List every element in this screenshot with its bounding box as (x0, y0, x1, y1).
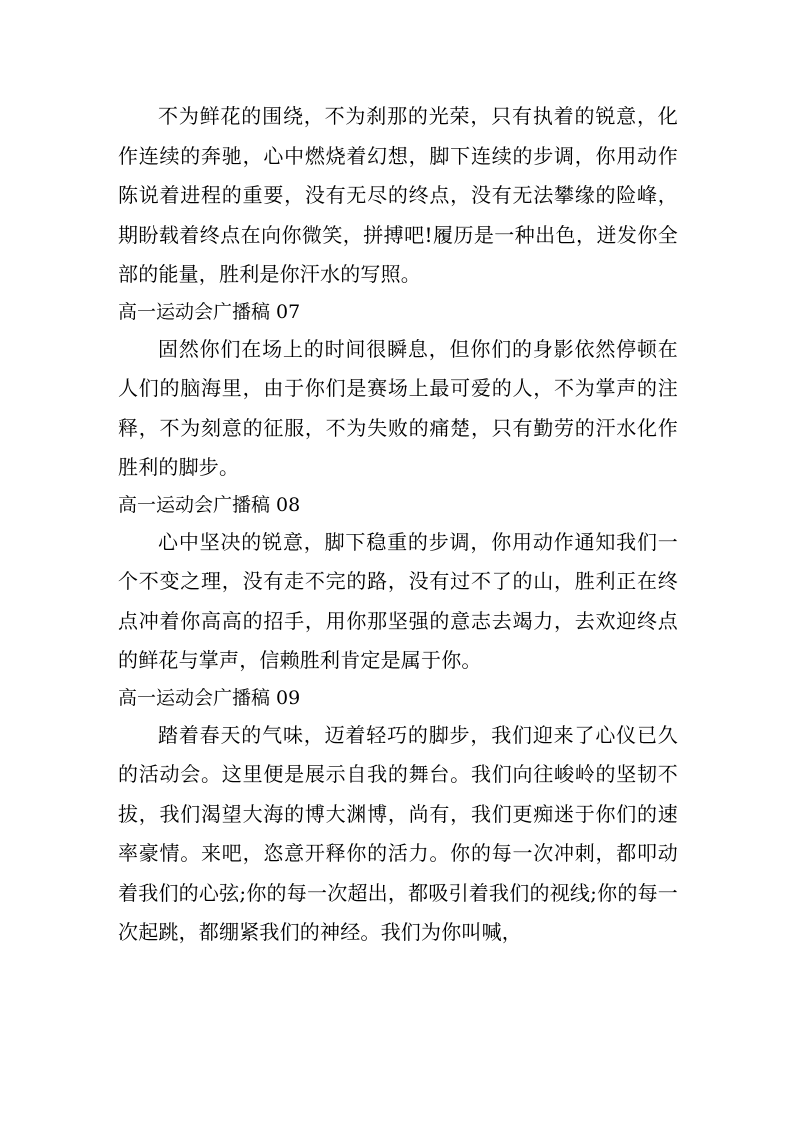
section-heading-09: 高一运动会广播稿 09 (118, 686, 301, 709)
paragraph-09: 踏着春天的气味，迈着轻巧的脚步，我们迎来了心仪已久的活动会。这里便是展示自我的舞台。我们向往峻岭的坚韧不拔，我们渴望大海的博大渊博，尚有，我们更痴迷于你们的速率豪情。来吧，恣意开释你的活力。你的每一次冲刺，都叩动着我们的心弦;你的每一次超出，都吸引着我们的视线;你的每一次起跳，都绷紧我们的神经。我们为你叫喊， (118, 722, 678, 944)
section-heading-08: 高一运动会广播稿 08 (118, 493, 301, 516)
document-body (118, 97, 678, 953)
section-heading-07: 高一运动会广播稿 07 (118, 300, 301, 323)
paragraph-07: 固然你们在场上的时间很瞬息，但你们的身影依然停顿在人们的脑海里，由于你们是赛场上最可爱的人，不为掌声的注释，不为刻意的征服，不为失败的痛楚，只有勤劳的汗水化作胜利的脚步。 (118, 336, 678, 479)
paragraph-intro: 不为鲜花的围绕，不为刹那的光荣，只有执着的锐意，化作连续的奔驰，心中燃烧着幻想，脚下连续的步调，你用动作陈说着进程的重要，没有无尽的终点，没有无法攀缘的险峰，期盼载着终点在向你微笑，拼搏吧!履历是一种出色，迸发你全部的能量，胜利是你汗水的写照。 (118, 104, 678, 286)
paragraph-08: 心中坚决的锐意，脚下稳重的步调，你用动作通知我们一个不变之理，没有走不完的路，没有过不了的山，胜利正在终点冲着你高高的招手，用你那坚强的意志去竭力，去欢迎终点的鲜花与掌声，信赖胜利肯定是属于你。 (118, 529, 678, 672)
